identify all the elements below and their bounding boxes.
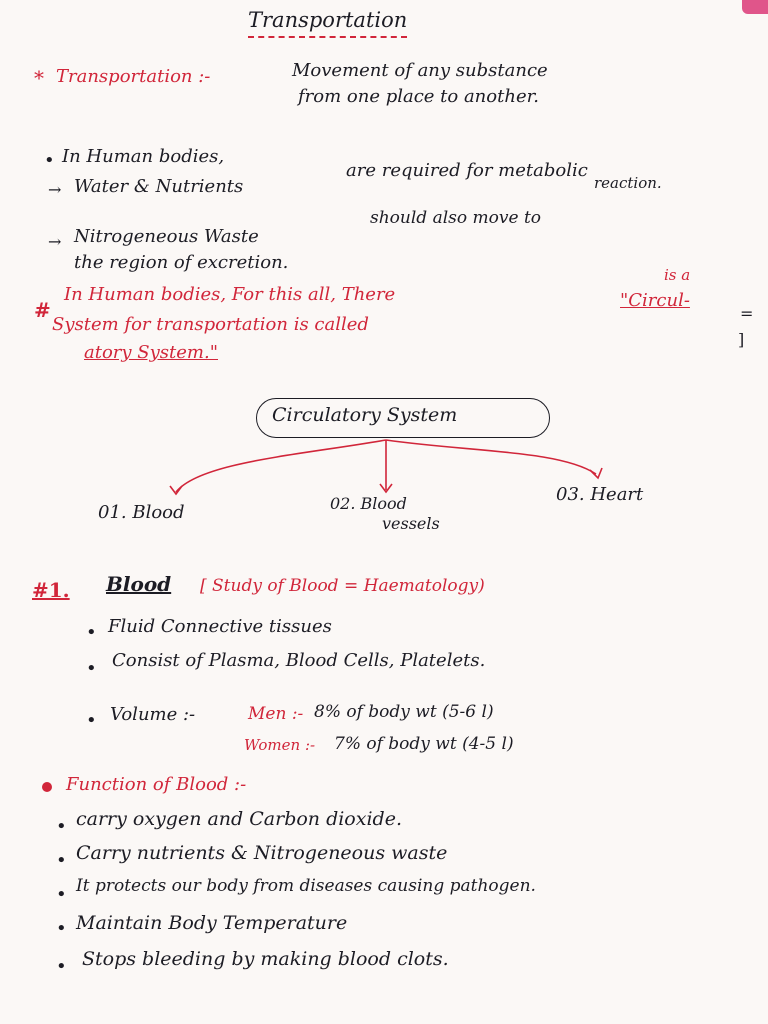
diagram-branch-1: 01. Blood: [98, 502, 185, 523]
nitro-text-b: should also move to: [370, 208, 542, 228]
margin-mark-equals: =: [740, 304, 754, 323]
circ-line-1c: "Circul-: [620, 290, 690, 311]
arrow-bullet: →: [48, 232, 62, 251]
circ-line-2: System for transportation is called: [52, 314, 369, 335]
function-item-4: Maintain Body Temperature: [76, 912, 348, 934]
bullet-dot: •: [56, 918, 67, 939]
bullet-dot: •: [56, 850, 67, 871]
bullet-dot: •: [86, 622, 97, 643]
bullet-dot: •: [44, 150, 55, 171]
circ-line-1a: In Human bodies, For this all, There: [64, 284, 396, 305]
blood-heading-note: [ Study of Blood = Haematology): [200, 576, 485, 596]
diagram-branch-2: 02. Blood: [330, 494, 407, 513]
men-label: Men :-: [248, 704, 304, 724]
circ-line-1b: is a: [664, 266, 691, 284]
women-label: Women :-: [244, 736, 316, 754]
women-value: 7% of body wt (4-5 l): [334, 734, 514, 754]
intro-text: In Human bodies,: [62, 146, 225, 167]
blood-item-2: Consist of Plasma, Blood Cells, Platelets.: [112, 650, 486, 671]
water-text-a: Water & Nutrients: [74, 176, 244, 197]
bullet-dot: •: [86, 710, 97, 731]
definition-term: Transportation :-: [56, 66, 211, 87]
function-item-1: carry oxygen and Carbon dioxide.: [76, 808, 402, 830]
arrow-to-blood: [176, 440, 386, 492]
bullet-dot: •: [56, 956, 67, 977]
circ-hash: #: [34, 298, 51, 322]
function-heading: Function of Blood :-: [66, 774, 247, 795]
water-text-c: reaction.: [594, 174, 662, 192]
function-bullet-dot: [42, 782, 52, 792]
definition-line-1: Movement of any substance: [292, 60, 548, 81]
diagram-branch-3: 03. Heart: [556, 484, 644, 505]
water-text-b: are required for metabolic: [346, 160, 588, 181]
blood-heading-num: #1.: [32, 578, 70, 602]
men-value: 8% of body wt (5-6 l): [314, 702, 494, 722]
function-item-3: It protects our body from diseases causing pathogen.: [76, 876, 536, 896]
blood-heading: Blood: [106, 572, 172, 596]
function-item-2: Carry nutrients & Nitrogeneous waste: [76, 842, 448, 864]
definition-line-2: from one place to another.: [298, 86, 539, 107]
bullet-dot: •: [86, 658, 97, 679]
page-title: Transportation: [248, 8, 407, 38]
definition-marker: *: [34, 66, 44, 90]
diagram-branch-2-sub: vessels: [382, 514, 440, 533]
diagram-root-label: Circulatory System: [272, 404, 458, 426]
arrow-bullet: →: [48, 180, 62, 199]
circ-line-3: atory System.": [84, 342, 218, 363]
blood-item-1: Fluid Connective tissues: [108, 616, 332, 637]
nitro-text-c: the region of excretion.: [74, 252, 289, 273]
bullet-dot: •: [56, 884, 67, 905]
bullet-dot: •: [56, 816, 67, 837]
arrow-to-heart: [386, 440, 596, 474]
function-item-5: Stops bleeding by making blood clots.: [82, 948, 449, 970]
margin-mark-bracket: ]: [738, 330, 745, 349]
volume-label: Volume :-: [110, 704, 196, 725]
nitro-text-a: Nitrogeneous Waste: [74, 226, 259, 247]
